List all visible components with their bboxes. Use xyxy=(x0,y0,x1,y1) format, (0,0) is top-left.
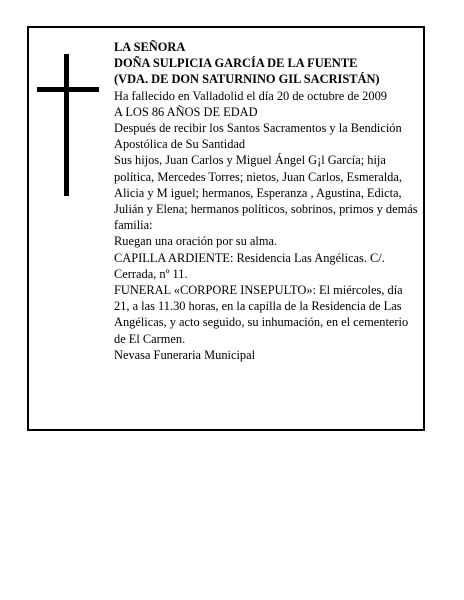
cross-vertical-bar xyxy=(64,54,69,196)
chapel-paragraph: CAPILLA ARDIENTE: Residencia Las Angélicas. C/. Cerrada, nº 11. xyxy=(114,250,385,281)
widow-of-line: (VDA. DE DON SATURNINO GIL SACRISTÁN) xyxy=(114,72,380,87)
deceased-name: DOÑA SULPICIA GARCÍA DE LA FUENTE xyxy=(114,56,358,71)
prayer-line: Ruegan una oración por su alma. xyxy=(114,234,278,249)
family-paragraph: Sus hijos, Juan Carlos y Miguel Ángel G¡l García; hija política, Mercedes Torres; nietos, Juan Carlos, Esmeralda, Alicia y M iguel; hermanos, Esperanza , Agustina, Edicta, Julián y Elena; hermanos políticos, sobrinos, primos y demás familia: xyxy=(114,153,418,233)
sacraments-paragraph: Después de recibir los Santos Sacramentos y la Bendición Apostólica de Su Santidad xyxy=(114,121,402,152)
cross-icon xyxy=(37,54,99,196)
notice-title: LA SEÑORA xyxy=(114,40,186,54)
funeral-home-line: Nevasa Funeraria Municipal xyxy=(114,347,256,362)
obituary-text-block xyxy=(114,39,420,363)
age-line: A LOS 86 AÑOS DE EDAD xyxy=(114,104,258,119)
funeral-paragraph: FUNERAL «CORPORE INSEPULTO»: El miércoles, día 21, a las 11.30 horas, en la capilla de la Residencia de Las Angélicas, y acto seguido, su inhumación, en el cementerio de El Carmen. xyxy=(114,283,409,346)
death-date-line: Ha fallecido en Valladolid el día 20 de octubre de 2009 xyxy=(114,88,387,103)
cross-horizontal-bar xyxy=(37,87,99,92)
